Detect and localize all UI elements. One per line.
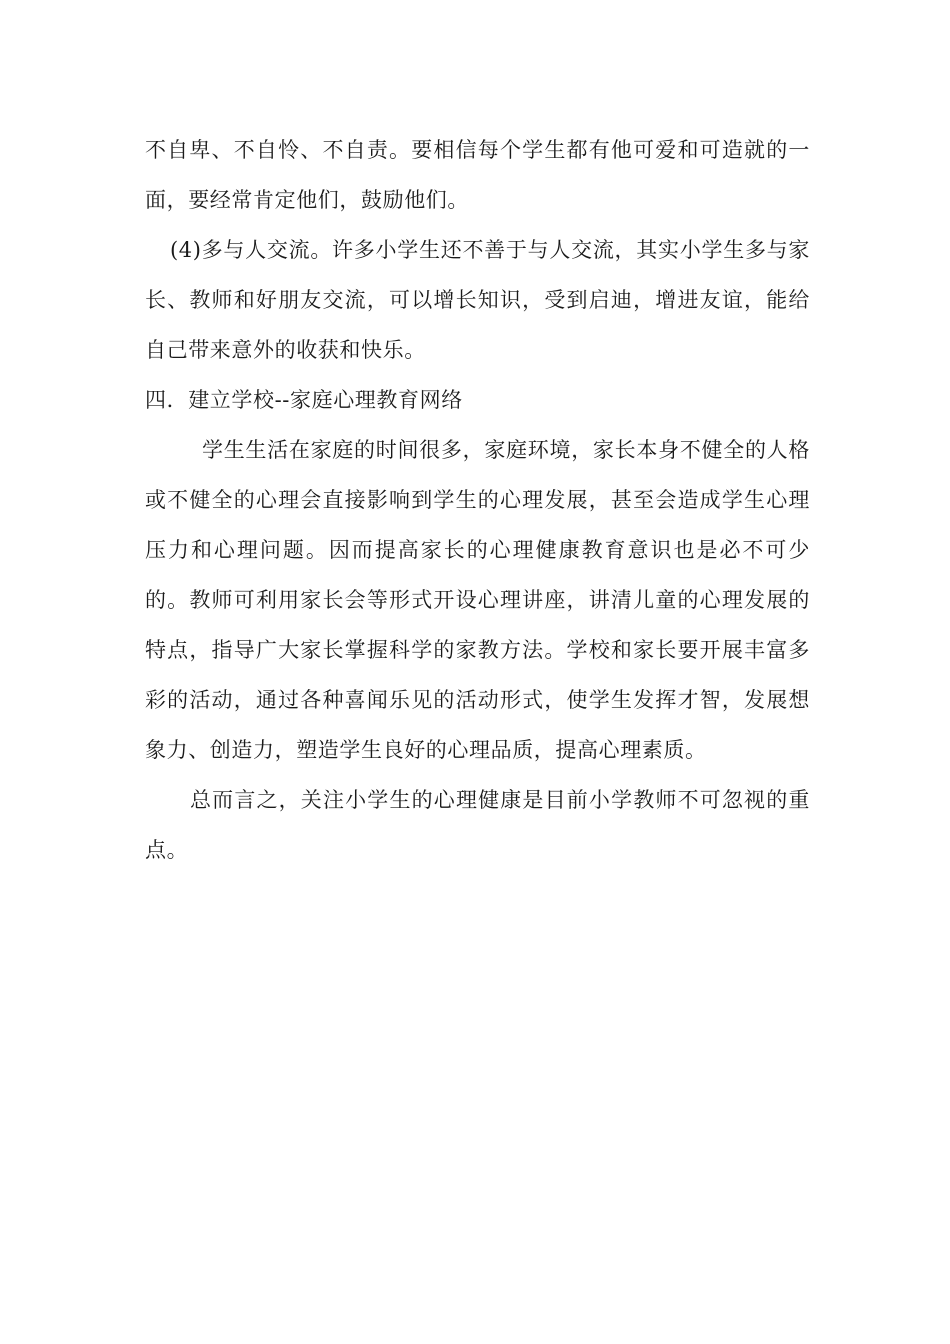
paragraph-continued: 不自卑、不自怜、不自责。要相信每个学生都有他可爱和可造就的一面，要经常肯定他们，鼓励他们。 [145,138,810,212]
paragraph-conclusion: 总而言之，关注小学生的心理健康是目前小学教师不可忽视的重点。 [145,788,810,862]
section-heading-4: 四．建立学校--家庭心理教育网络 [145,388,463,412]
paragraph-family-education: 学生生活在家庭的时间很多，家庭环境，家长本身不健全的人格或不健全的心理会直接影响到学生的心理发展，甚至会造成学生心理压力和心理问题。因而提高家长的心理健康教育意识也是必不可少的。教师可利用家长会等形式开设心理讲座，讲清儿童的心理发展的特点，指导广大家长掌握科学的家教方法。学校和家长要开展丰富多彩的活动，通过各种喜闻乐见的活动形式，使学生发挥才智，发展想象力、创造力，塑造学生良好的心理品质，提高心理素质。 [145,438,810,762]
document-body [145,125,810,875]
paragraph-item-4: (4)多与人交流。许多小学生还不善于与人交流，其实小学生多与家长、教师和好朋友交流，可以增长知识，受到启迪，增进友谊，能给自己带来意外的收获和快乐。 [145,238,810,362]
